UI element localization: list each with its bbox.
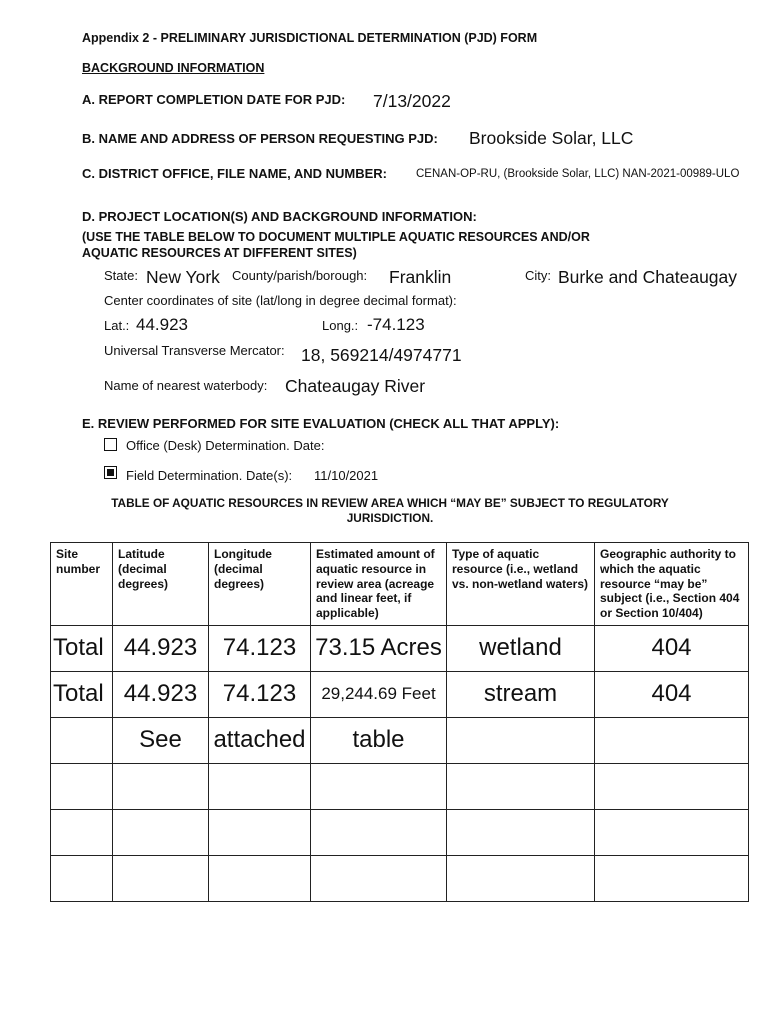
cell-authority[interactable]: [595, 717, 749, 763]
long-label: Long.:: [322, 318, 359, 333]
project-location-note-1: (USE THE TABLE BELOW TO DOCUMENT MULTIPLE AQUATIC RESOURCES AND/OR: [82, 230, 590, 244]
cell-authority[interactable]: [595, 855, 749, 901]
cell-site[interactable]: Total: [51, 625, 113, 671]
cell-longitude[interactable]: [209, 809, 311, 855]
long-value[interactable]: -74.123: [367, 315, 425, 334]
cell-site[interactable]: [51, 809, 113, 855]
waterbody-value[interactable]: Chateaugay River: [285, 376, 426, 396]
county-label: County/parish/borough:: [232, 268, 368, 283]
cell-amount[interactable]: [311, 855, 447, 901]
cell-longitude[interactable]: attached: [209, 717, 311, 763]
aquatic-resources-table-title: [60, 496, 720, 526]
cell-longitude[interactable]: [209, 855, 311, 901]
lat-label: Lat.:: [104, 318, 130, 333]
cell-type[interactable]: stream: [447, 671, 595, 717]
field-determination-label: Field Determination. Date(s):: [126, 468, 293, 483]
lat-value[interactable]: 44.923: [136, 315, 188, 334]
district-office-value[interactable]: CENAN-OP-RU, (Brookside Solar, LLC) NAN-2021-00989-ULO: [416, 168, 740, 180]
header-estimated-amount: Estimated amount of aquatic resource in review area (acreage and linear feet, if applicable): [311, 543, 447, 626]
cell-site[interactable]: [51, 855, 113, 901]
cell-type[interactable]: [447, 717, 595, 763]
cell-type[interactable]: wetland: [447, 625, 595, 671]
field-determination-checkbox[interactable]: [104, 466, 117, 479]
requester-value[interactable]: Brookside Solar, LLC: [469, 128, 634, 148]
background-heading: BACKGROUND INFORMATION: [82, 61, 265, 75]
cell-amount[interactable]: 73.15 Acres: [311, 625, 447, 671]
state-label: State:: [104, 268, 138, 283]
cell-authority[interactable]: 404: [595, 671, 749, 717]
table-row: [51, 671, 749, 717]
requester-label: B. NAME AND ADDRESS OF PERSON REQUESTING PJD:: [82, 131, 438, 146]
center-coordinates-label: Center coordinates of site (lat/long in degree decimal format):: [104, 293, 457, 308]
header-site-number: Site number: [51, 543, 113, 626]
city-value[interactable]: Burke and Chateaugay: [558, 267, 738, 287]
report-date-value[interactable]: 7/13/2022: [373, 91, 451, 111]
county-value[interactable]: Franklin: [389, 267, 452, 287]
cell-amount[interactable]: 29,244.69 Feet: [311, 671, 447, 717]
cell-longitude[interactable]: 74.123: [209, 671, 311, 717]
aquatic-resources-table: [50, 542, 749, 902]
office-determination-label: Office (Desk) Determination. Date:: [126, 438, 325, 453]
cell-longitude[interactable]: [209, 763, 311, 809]
cell-latitude[interactable]: See: [113, 717, 209, 763]
state-value[interactable]: New York: [146, 267, 220, 287]
cell-site[interactable]: Total: [51, 671, 113, 717]
table-row: [51, 625, 749, 671]
cell-authority[interactable]: [595, 809, 749, 855]
table-row: [51, 809, 749, 855]
city-label: City:: [525, 268, 551, 283]
table-title-line-2: JURISDICTION.: [346, 511, 434, 525]
header-geographic-authority: Geographic authority to which the aquatic resource “may be” subject (i.e., Section 404 or Section 10/404): [595, 543, 749, 626]
form-title: Appendix 2 - PRELIMINARY JURISDICTIONAL DETERMINATION (PJD) FORM: [82, 31, 538, 45]
cell-amount[interactable]: table: [311, 717, 447, 763]
table-row: [51, 763, 749, 809]
cell-type[interactable]: [447, 763, 595, 809]
header-latitude: Latitude (decimal degrees): [113, 543, 209, 626]
cell-longitude[interactable]: 74.123: [209, 625, 311, 671]
cell-latitude[interactable]: [113, 855, 209, 901]
cell-site[interactable]: [51, 763, 113, 809]
cell-type[interactable]: [447, 809, 595, 855]
cell-latitude[interactable]: [113, 809, 209, 855]
cell-latitude[interactable]: [113, 763, 209, 809]
office-determination-checkbox[interactable]: [104, 438, 117, 451]
table-header-row: [51, 543, 749, 626]
report-date-label: A. REPORT COMPLETION DATE FOR PJD:: [82, 92, 346, 107]
cell-amount[interactable]: [311, 809, 447, 855]
cell-authority[interactable]: 404: [595, 625, 749, 671]
table-row: [51, 855, 749, 901]
district-office-label: C. DISTRICT OFFICE, FILE NAME, AND NUMBER:: [82, 166, 388, 181]
review-performed-heading: E. REVIEW PERFORMED FOR SITE EVALUATION (CHECK ALL THAT APPLY):: [82, 416, 560, 431]
table-title-line-1: TABLE OF AQUATIC RESOURCES IN REVIEW AREA WHICH “MAY BE” SUBJECT TO REGULATORY: [111, 496, 669, 510]
cell-site[interactable]: [51, 717, 113, 763]
header-longitude: Longitude (decimal degrees): [209, 543, 311, 626]
field-determination-date[interactable]: 11/10/2021: [314, 468, 379, 483]
utm-value[interactable]: 18, 569214/4974771: [301, 345, 462, 365]
table-row: [51, 717, 749, 763]
waterbody-label: Name of nearest waterbody:: [104, 378, 268, 393]
project-location-note-2: AQUATIC RESOURCES AT DIFFERENT SITES): [82, 246, 357, 260]
header-resource-type: Type of aquatic resource (i.e., wetland vs. non-wetland waters): [447, 543, 595, 626]
cell-latitude[interactable]: 44.923: [113, 625, 209, 671]
utm-label: Universal Transverse Mercator:: [104, 343, 285, 358]
cell-authority[interactable]: [595, 763, 749, 809]
cell-latitude[interactable]: 44.923: [113, 671, 209, 717]
cell-type[interactable]: [447, 855, 595, 901]
project-location-heading: D. PROJECT LOCATION(S) AND BACKGROUND INFORMATION:: [82, 209, 477, 224]
cell-amount[interactable]: [311, 763, 447, 809]
